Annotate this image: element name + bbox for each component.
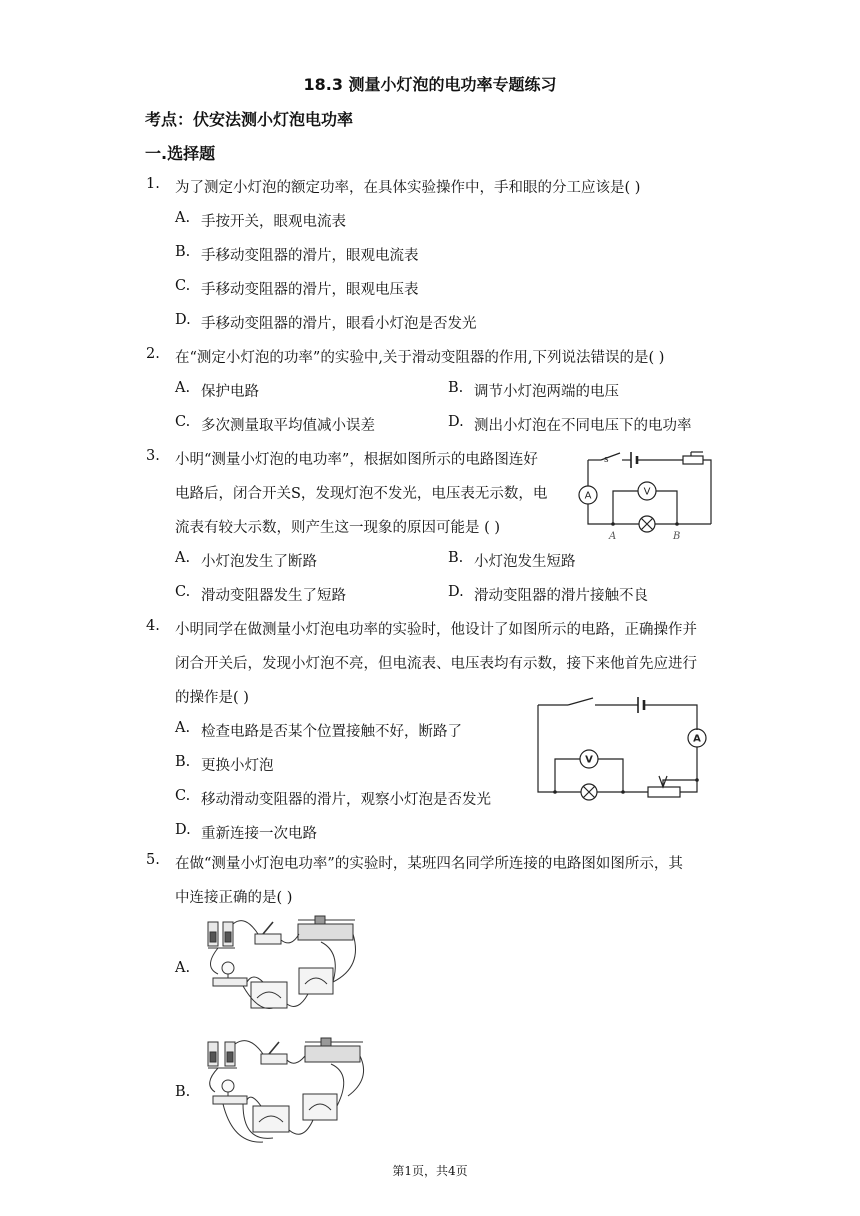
option-label: D. bbox=[448, 414, 464, 430]
option-label: B. bbox=[448, 380, 464, 396]
option-label: C. bbox=[175, 414, 191, 430]
option-label: B. bbox=[175, 1084, 191, 1100]
ammeter-label: A bbox=[693, 733, 701, 745]
switch-label: s bbox=[604, 455, 609, 465]
option-label: C. bbox=[175, 788, 191, 804]
option-label: C. bbox=[175, 278, 191, 294]
option-text: 小灯泡发生了断路 bbox=[201, 554, 317, 570]
option-text: 手移动变阻器的滑片，眼看小灯泡是否发光 bbox=[201, 316, 477, 332]
question-text-line-2: 闭合开关后，发现小灯泡不亮，但电流表、电压表均有示数，接下来他首先应进行 bbox=[175, 656, 697, 672]
circuit-diagram-q4 bbox=[535, 690, 715, 800]
question-number: 4. bbox=[146, 618, 160, 634]
page-footer: 第1页，共4页 bbox=[392, 1164, 468, 1178]
option-label: A. bbox=[175, 380, 191, 396]
circuit-diagram-q3 bbox=[575, 448, 720, 543]
option-text: 小灯泡发生短路 bbox=[474, 554, 576, 570]
question-number: 2. bbox=[146, 346, 160, 362]
question-text-line-2: 中连接正确的是( ) bbox=[175, 890, 293, 906]
option-text: 滑动变阻器的滑片接触不良 bbox=[474, 588, 648, 604]
option-label: A. bbox=[175, 960, 191, 976]
voltmeter-label: V bbox=[585, 754, 593, 766]
option-text: 手移动变阻器的滑片，眼观电流表 bbox=[201, 248, 419, 264]
apparatus-picture-option-b bbox=[203, 1034, 373, 1146]
option-label: B. bbox=[175, 754, 191, 770]
option-label: D. bbox=[448, 584, 464, 600]
option-text: 多次测量取平均值减小误差 bbox=[201, 418, 375, 434]
question-text-line-3: 流表有较大示数，则产生这一现象的原因可能是 ( ) bbox=[175, 520, 501, 536]
option-text: 检查电路是否某个位置接触不好，断路了 bbox=[201, 724, 462, 740]
question-text-line-3: 的操作是( ) bbox=[175, 690, 249, 706]
option-label: C. bbox=[175, 584, 191, 600]
option-text: 更换小灯泡 bbox=[201, 758, 274, 774]
option-label: A. bbox=[175, 720, 191, 736]
option-label: B. bbox=[448, 550, 464, 566]
option-text: 手移动变阻器的滑片，眼观电压表 bbox=[201, 282, 419, 298]
option-text: 重新连接一次电路 bbox=[201, 826, 317, 842]
question-text-line-2: 电路后，闭合开关S，发现灯泡不发光，电压表无示数，电 bbox=[175, 486, 548, 502]
option-label: B. bbox=[175, 244, 191, 260]
option-text: 移动滑动变阻器的滑片，观察小灯泡是否发光 bbox=[201, 792, 491, 808]
question-text-line-1: 小明“测量小灯泡的电功率”，根据如图所示的电路图连好 bbox=[175, 452, 538, 468]
option-label: A. bbox=[175, 210, 191, 226]
option-text: 保护电路 bbox=[201, 384, 259, 400]
option-label: D. bbox=[175, 312, 191, 328]
point-a-label: A bbox=[609, 531, 617, 542]
question-text: 为了测定小灯泡的额定功率，在具体实验操作中，手和眼的分工应该是( ) bbox=[175, 180, 641, 196]
ammeter-label: A bbox=[584, 490, 592, 502]
section-heading-point: 考点：伏安法测小灯泡电功率 bbox=[145, 110, 354, 129]
question-text: 在“测定小灯泡的功率”的实验中,关于滑动变阻器的作用,下列说法错误的是( ) bbox=[175, 350, 665, 366]
option-text: 手按开关，眼观电流表 bbox=[201, 214, 346, 230]
option-text: 调节小灯泡两端的电压 bbox=[474, 384, 619, 400]
page-title: 18.3 测量小灯泡的电功率专题练习 bbox=[303, 75, 557, 94]
point-b-label: B bbox=[673, 531, 681, 542]
section-heading-choice: 一.选择题 bbox=[145, 144, 216, 163]
option-label: D. bbox=[175, 822, 191, 838]
option-text: 滑动变阻器发生了短路 bbox=[201, 588, 346, 604]
question-number: 5. bbox=[146, 852, 160, 868]
voltmeter-label: V bbox=[643, 486, 651, 498]
question-text-line-1: 小明同学在做测量小灯泡电功率的实验时，他设计了如图所示的电路，正确操作并 bbox=[175, 622, 697, 638]
question-number: 3. bbox=[146, 448, 160, 464]
option-label: A. bbox=[175, 550, 191, 566]
question-number: 1. bbox=[146, 176, 160, 192]
question-text-line-1: 在做“测量小灯泡电功率”的实验时，某班四名同学所连接的电路图如图所示，其 bbox=[175, 856, 683, 872]
option-text: 测出小灯泡在不同电压下的电功率 bbox=[474, 418, 692, 434]
apparatus-picture-option-a bbox=[203, 912, 363, 1017]
